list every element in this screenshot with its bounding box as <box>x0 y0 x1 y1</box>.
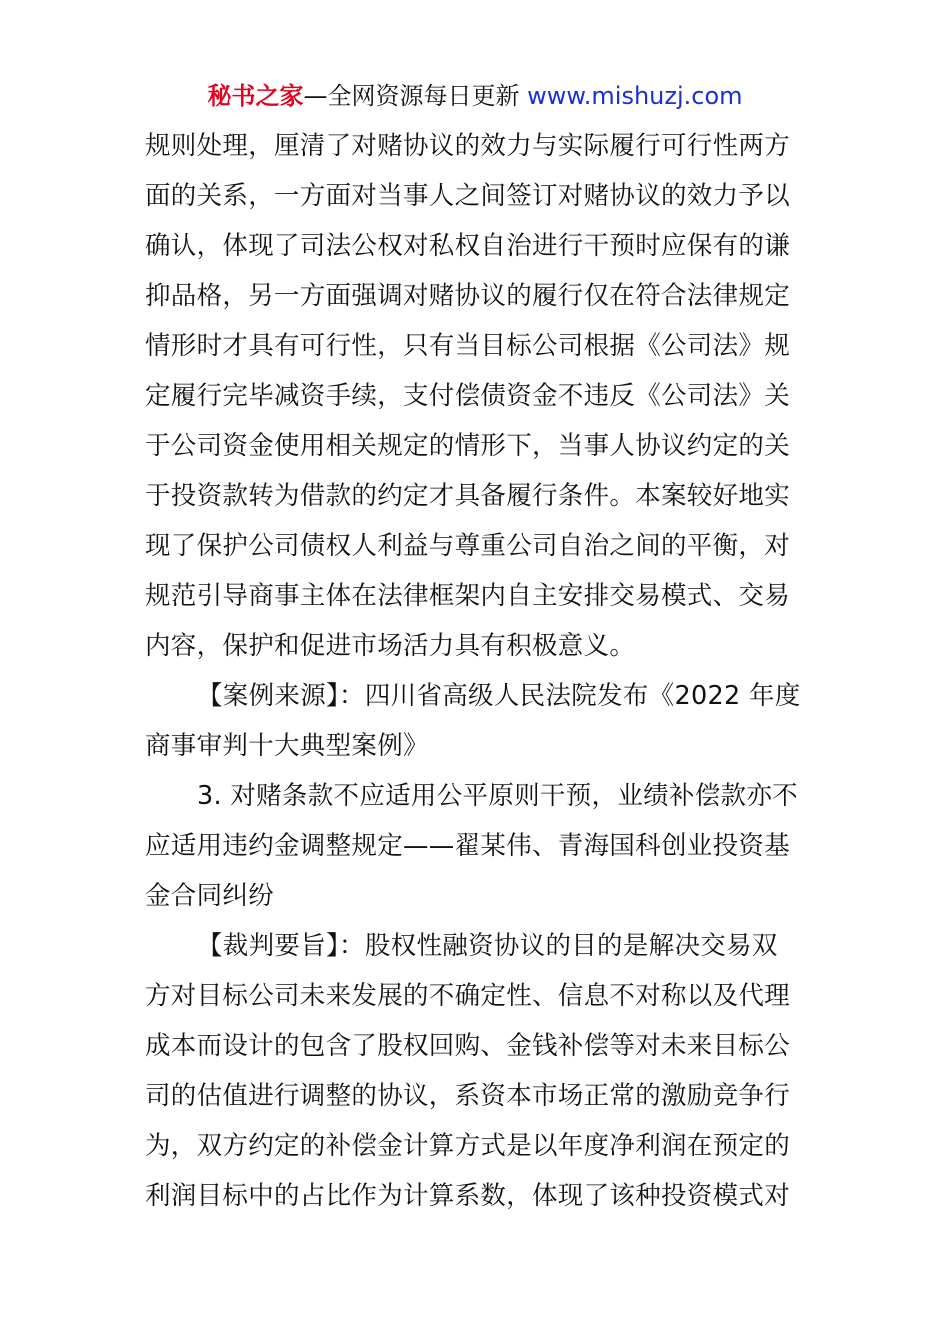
ruling-summary-line: 【裁判要旨】：股权性融资协议的目的是解决交易双 <box>197 931 778 961</box>
text-line: 于投资款转为借款的约定才具备履行条件。本案较好地实 <box>145 481 791 511</box>
document-body <box>145 121 805 1221</box>
site-url: www.mishuzj.com <box>527 82 743 110</box>
text-line: 抑品格，另一方面强调对赌协议的履行仅在符合法律规定 <box>145 281 791 311</box>
site-brand: 秘书之家 <box>207 82 304 110</box>
text-line: 于公司资金使用相关规定的情形下，当事人协议约定的关 <box>145 431 791 461</box>
text-line: 现了保护公司债权人利益与尊重公司自治之间的平衡，对 <box>145 531 791 561</box>
text-line: 方对目标公司未来发展的不确定性、信息不对称以及代理 <box>145 981 791 1011</box>
text-line: 规则处理，厘清了对赌协议的效力与实际履行可行性两方 <box>145 131 791 161</box>
text-line: 商事审判十大典型案例》 <box>145 731 429 761</box>
text-line: 情形时才具有可行性，只有当目标公司根据《公司法》规 <box>145 331 791 361</box>
case-source-line: 【案例来源】：四川省高级人民法院发布《2022 年度 <box>197 681 801 711</box>
site-header <box>0 80 950 112</box>
text-line: 规范引导商事主体在法律框架内自主安排交易模式、交易 <box>145 581 791 611</box>
text-line: 内容，保护和促进市场活力具有积极意义。 <box>145 631 636 661</box>
text-line: 为，双方约定的补偿金计算方式是以年度净利润在预定的 <box>145 1131 791 1161</box>
text-line: 司的估值进行调整的协议，系资本市场正常的激励竞争行 <box>145 1081 791 1111</box>
site-tagline: —全网资源每日更新 <box>303 82 520 110</box>
section-heading-line: 3. 对赌条款不应适用公平原则干预，业绩补偿款亦不 <box>197 781 798 811</box>
text-line: 确认，体现了司法公权对私权自治进行干预时应保有的谦 <box>145 231 791 261</box>
text-line: 成本而设计的包含了股权回购、金钱补偿等对未来目标公 <box>145 1031 791 1061</box>
text-line: 面的关系，一方面对当事人之间签订对赌协议的效力予以 <box>145 181 791 211</box>
text-line: 利润目标中的占比作为计算系数，体现了该种投资模式对 <box>145 1181 791 1211</box>
text-line: 应适用违约金调整规定——翟某伟、青海国科创业投资基 <box>145 831 791 861</box>
text-line: 定履行完毕减资手续，支付偿债资金不违反《公司法》关 <box>145 381 791 411</box>
text-line: 金合同纠纷 <box>145 881 275 911</box>
